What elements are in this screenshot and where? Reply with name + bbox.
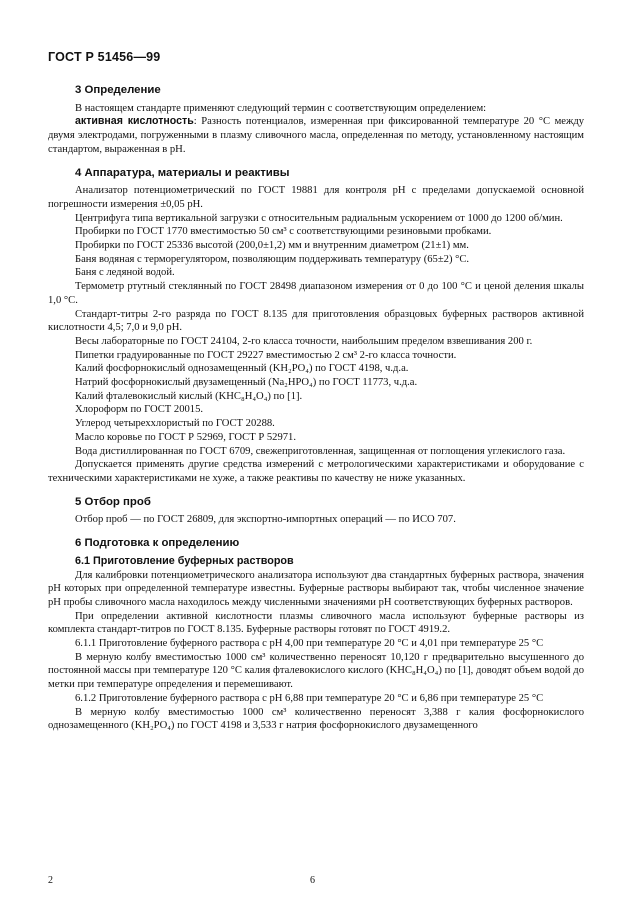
section-6-paragraph: В мерную колбу вместимостью 1000 см³ количественно переносят 10,120 г предварительно высушенного до постоянной массы при температуре 120 °С калия фталевокислого кислого (KHC₈H₄O₄) по [1], доводят объем водой до метки при температуре определения и перемешивают. xyxy=(48,651,584,691)
clause-6-1-1-title: 6.1.1 Приготовление буферного раствора с рН 4,00 при температуре 20 °С и 4,01 при температуре 25 °С xyxy=(75,638,544,650)
section-3-definition xyxy=(48,115,584,156)
section-6-heading: 6 Подготовка к определению xyxy=(75,537,240,550)
equipment-item: Углерод четыреххлористый по ГОСТ 20288. xyxy=(75,418,275,430)
equipment-item: Баня водяная с терморегулятором, позволяющим поддерживать температуру (65±2) °С. xyxy=(75,253,470,265)
equipment-item: Хлороформ по ГОСТ 20015. xyxy=(75,404,204,416)
section-6-paragraph: В мерную колбу вместимостью 1000 см³ количественно переносят 3,388 г калия фосфорнокислого однозамещенного (KH₂PO₄) по ГОСТ 4198 и 3,533 г натрия фосфорнокислого двузамещенного xyxy=(48,706,584,732)
document-header: ГОСТ Р 51456—99 xyxy=(48,50,161,64)
section-3-heading: 3 Определение xyxy=(75,84,161,96)
section-6-paragraph: Для калибровки потенциометрического анализатора используют два стандартных буферных раствора, значения рН которых при определенной температуре известны. Буферные растворы выбирают так, чтобы численное значение рН пробы сливочного масла находилось между численными значениями рН соответствующих буферных растворов. xyxy=(48,569,584,608)
equipment-item: Пробирки по ГОСТ 1770 вместимостью 50 см³ с соответствующими резиновыми пробками. xyxy=(75,226,492,238)
defined-term: активная кислотность xyxy=(75,115,194,128)
section-3-intro: В настоящем стандарте применяют следующий термин с соответствующим определением: xyxy=(75,102,487,114)
page-number-left: 2 xyxy=(48,875,53,886)
equipment-item: Калий фосфорнокислый однозамещенный (KH₂PO₄) по ГОСТ 4198, ч.д.а. xyxy=(75,363,409,375)
section-6-paragraph: При определении активной кислотности плазмы сливочного масла используют буферные растворы из комплекта стандарт-титров по ГОСТ 8.135. Буферные растворы готовят по ГОСТ 4919.2. xyxy=(48,610,584,636)
equipment-item: Калий фталевокислый кислый (KHC₈H₄O₄) по [1]. xyxy=(75,390,303,402)
subsection-6-1-heading: 6.1 Приготовление буферных растворов xyxy=(75,554,294,567)
section-4-heading: 4 Аппаратура, материалы и реактивы xyxy=(75,166,290,179)
equipment-note: Допускается применять другие средства измерений с метрологическими характеристиками и оборудование с техническими характеристиками не хуже, а также реактивы по качеству не ниже указанных. xyxy=(48,459,584,484)
equipment-item: Масло коровье по ГОСТ Р 52969, ГОСТ Р 52971. xyxy=(75,431,296,443)
clause-6-1-2-title: 6.1.2 Приготовление буферного раствора с рН 6,88 при температуре 20 °С и 6,86 при температуре 25 °С xyxy=(75,692,544,704)
page-number-center: 6 xyxy=(310,875,315,886)
equipment-item: Натрий фосфорнокислый двузамещенный (Na₂HPO₄) по ГОСТ 11773, ч.д.а. xyxy=(75,377,418,389)
document-body xyxy=(48,84,584,733)
section-5-heading: 5 Отбор проб xyxy=(75,495,151,508)
equipment-item: Баня с ледяной водой. xyxy=(75,267,175,279)
term-definition: : Разность потенциалов, измеренная при фиксированной температуре 20 °С между двумя электродами, погруженными в плазму сливочного масла, определенная по методу, установленному настоящим стандартом, выраженная в рН. xyxy=(48,116,585,155)
equipment-item: Стандарт-титры 2-го разряда по ГОСТ 8.135 для приготовления образцовых буферных растворов активной кислотности 4,5; 7,0 и 9,0 рН. xyxy=(48,308,584,334)
equipment-item: Весы лабораторные по ГОСТ 24104, 2-го класса точности, наибольшим пределом взвешивания 200 г. xyxy=(75,335,533,347)
equipment-item: Пробирки по ГОСТ 25336 высотой (200,0±1,2) мм и внутренним диаметром (21±1) мм. xyxy=(75,240,469,252)
equipment-item: Вода дистиллированная по ГОСТ 6709, свежеприготовленная, защищенная от поглощения углекислого газа. xyxy=(75,445,566,457)
equipment-item: Центрифуга типа вертикальной загрузки с относительным радиальным ускорением от 1000 до 1200 об/мин. xyxy=(75,212,563,224)
equipment-item: Анализатор потенциометрический по ГОСТ 19881 для контроля рН с пределами допускаемой основной погрешности измерения ±0,05 рН. xyxy=(48,185,584,210)
section-5-text: Отбор проб — по ГОСТ 26809, для экспортно-импортных операций — по ИСО 707. xyxy=(75,514,456,526)
equipment-item: Пипетки градуированные по ГОСТ 29227 вместимостью 2 см³ 2-го класса точности. xyxy=(75,349,457,361)
equipment-item: Термометр ртутный стеклянный по ГОСТ 28498 диапазоном измерения от 0 до 100 °С и ценой деления шкалы 1,0 °С. xyxy=(48,281,584,306)
